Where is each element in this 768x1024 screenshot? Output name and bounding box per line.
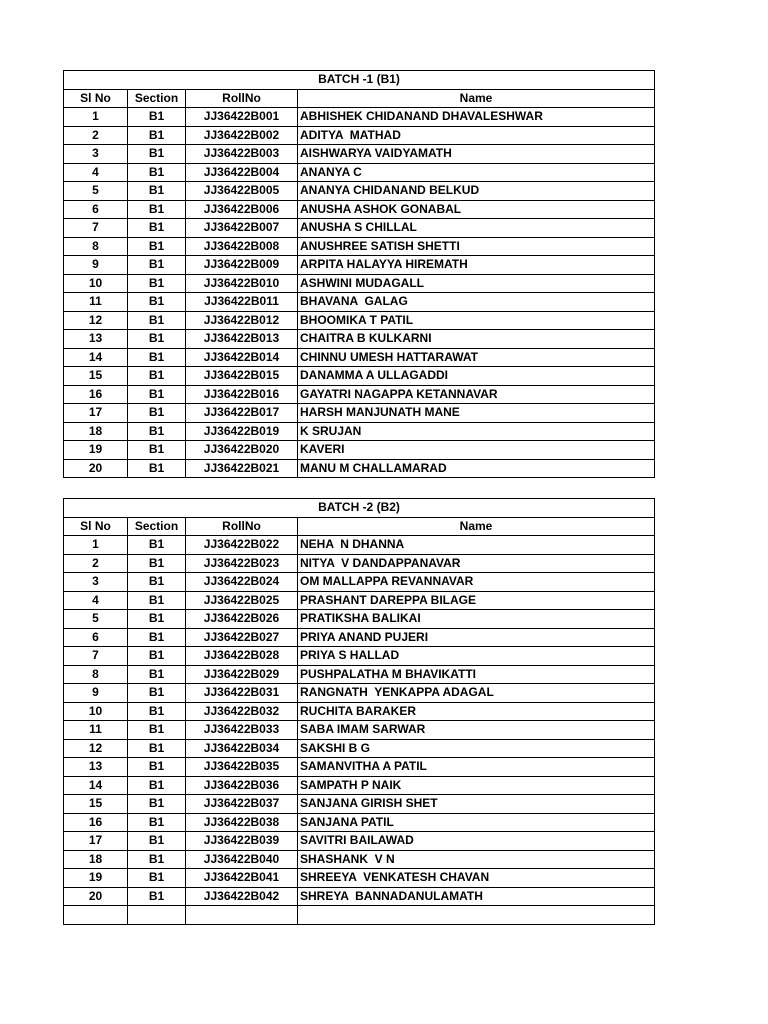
cell-section: B1 [128, 126, 186, 145]
cell-rollno: JJ36422B037 [186, 795, 298, 814]
cell-section: B1 [128, 758, 186, 777]
table-row [64, 367, 655, 386]
cell-section: B1 [128, 647, 186, 666]
cell-name: SAKSHI B G [298, 739, 655, 758]
cell-section [128, 906, 186, 925]
cell-section: B1 [128, 591, 186, 610]
cell-name: PRIYA S HALLAD [298, 647, 655, 666]
table-row [64, 739, 655, 758]
cell-name: ADITYA MATHAD [298, 126, 655, 145]
cell-rollno: JJ36422B039 [186, 832, 298, 851]
cell-name: AISHWARYA VAIDYAMATH [298, 145, 655, 164]
cell-rollno: JJ36422B038 [186, 813, 298, 832]
cell-rollno: JJ36422B025 [186, 591, 298, 610]
batch-2-table [63, 498, 655, 925]
cell-sl-no: 3 [64, 573, 128, 592]
cell-name: SAMANVITHA A PATIL [298, 758, 655, 777]
cell-sl-no: 19 [64, 869, 128, 888]
cell-name: GAYATRI NAGAPPA KETANNAVAR [298, 385, 655, 404]
cell-rollno: JJ36422B026 [186, 610, 298, 629]
cell-name: SANJANA PATIL [298, 813, 655, 832]
header-row [64, 517, 655, 536]
cell-rollno: JJ36422B032 [186, 702, 298, 721]
table-row [64, 536, 655, 555]
header-rollno: RollNo [186, 517, 298, 536]
cell-sl-no: 20 [64, 459, 128, 478]
batch-title: BATCH -1 (B1) [64, 71, 655, 90]
cell-sl-no: 1 [64, 108, 128, 127]
cell-sl-no: 13 [64, 330, 128, 349]
header-section: Section [128, 89, 186, 108]
cell-rollno: JJ36422B033 [186, 721, 298, 740]
cell-rollno: JJ36422B019 [186, 422, 298, 441]
cell-sl-no: 1 [64, 536, 128, 555]
cell-name: BHAVANA GALAG [298, 293, 655, 312]
cell-name: CHINNU UMESH HATTARAWAT [298, 348, 655, 367]
cell-section: B1 [128, 665, 186, 684]
cell-name: KAVERI [298, 441, 655, 460]
cell-sl-no: 6 [64, 628, 128, 647]
cell-sl-no: 17 [64, 832, 128, 851]
table-row [64, 256, 655, 275]
table-row [64, 182, 655, 201]
cell-sl-no: 18 [64, 422, 128, 441]
cell-name: ANUSHREE SATISH SHETTI [298, 237, 655, 256]
table-row [64, 348, 655, 367]
cell-sl-no: 8 [64, 237, 128, 256]
cell-sl-no: 12 [64, 739, 128, 758]
cell-section: B1 [128, 330, 186, 349]
cell-section: B1 [128, 441, 186, 460]
table-row [64, 293, 655, 312]
cell-section: B1 [128, 145, 186, 164]
cell-sl-no: 4 [64, 163, 128, 182]
cell-rollno: JJ36422B015 [186, 367, 298, 386]
cell-sl-no: 4 [64, 591, 128, 610]
cell-name: ANUSHA S CHILLAL [298, 219, 655, 238]
cell-rollno: JJ36422B029 [186, 665, 298, 684]
batch-1-table [63, 70, 655, 478]
cell-section: B1 [128, 200, 186, 219]
cell-rollno: JJ36422B040 [186, 850, 298, 869]
cell-section: B1 [128, 702, 186, 721]
table-row [64, 385, 655, 404]
cell-name: SHREEYA VENKATESH CHAVAN [298, 869, 655, 888]
cell-section: B1 [128, 832, 186, 851]
cell-rollno: JJ36422B021 [186, 459, 298, 478]
header-section: Section [128, 517, 186, 536]
cell-sl-no: 2 [64, 554, 128, 573]
table-row [64, 610, 655, 629]
cell-sl-no: 10 [64, 702, 128, 721]
table-row [64, 459, 655, 478]
batch-title-row [64, 499, 655, 518]
cell-section: B1 [128, 850, 186, 869]
cell-rollno: JJ36422B016 [186, 385, 298, 404]
cell-sl-no: 17 [64, 404, 128, 423]
cell-section: B1 [128, 813, 186, 832]
cell-sl-no: 16 [64, 385, 128, 404]
table-row [64, 163, 655, 182]
cell-section: B1 [128, 311, 186, 330]
table-row [64, 422, 655, 441]
table-row [64, 795, 655, 814]
cell-sl-no: 15 [64, 795, 128, 814]
cell-section: B1 [128, 385, 186, 404]
cell-name: K SRUJAN [298, 422, 655, 441]
cell-name: ANANYA C [298, 163, 655, 182]
cell-section: B1 [128, 573, 186, 592]
cell-name: PRASHANT DAREPPA BILAGE [298, 591, 655, 610]
cell-rollno: JJ36422B027 [186, 628, 298, 647]
cell-name: ASHWINI MUDAGALL [298, 274, 655, 293]
table-row [64, 126, 655, 145]
cell-section: B1 [128, 739, 186, 758]
cell-sl-no: 14 [64, 348, 128, 367]
cell-section: B1 [128, 887, 186, 906]
header-sl-no: Sl No [64, 89, 128, 108]
cell-name: ANUSHA ASHOK GONABAL [298, 200, 655, 219]
table-row [64, 887, 655, 906]
cell-rollno: JJ36422B008 [186, 237, 298, 256]
cell-sl-no: 18 [64, 850, 128, 869]
cell-sl-no: 9 [64, 684, 128, 703]
table-row [64, 850, 655, 869]
cell-name: CHAITRA B KULKARNI [298, 330, 655, 349]
cell-name: SAVITRI BAILAWAD [298, 832, 655, 851]
header-rollno: RollNo [186, 89, 298, 108]
cell-rollno: JJ36422B041 [186, 869, 298, 888]
table-row [64, 330, 655, 349]
cell-section: B1 [128, 869, 186, 888]
cell-rollno: JJ36422B006 [186, 200, 298, 219]
cell-sl-no: 5 [64, 610, 128, 629]
cell-name: OM MALLAPPA REVANNAVAR [298, 573, 655, 592]
cell-name: SABA IMAM SARWAR [298, 721, 655, 740]
table-row [64, 219, 655, 238]
cell-section: B1 [128, 219, 186, 238]
cell-sl-no: 10 [64, 274, 128, 293]
cell-section: B1 [128, 274, 186, 293]
cell-rollno: JJ36422B003 [186, 145, 298, 164]
cell-name [298, 906, 655, 925]
cell-sl-no: 7 [64, 647, 128, 666]
cell-sl-no: 3 [64, 145, 128, 164]
cell-rollno [186, 906, 298, 925]
table-row [64, 200, 655, 219]
cell-section: B1 [128, 795, 186, 814]
cell-section: B1 [128, 348, 186, 367]
cell-rollno: JJ36422B011 [186, 293, 298, 312]
table-row [64, 441, 655, 460]
table-row [64, 776, 655, 795]
cell-section: B1 [128, 684, 186, 703]
cell-sl-no: 20 [64, 887, 128, 906]
cell-rollno: JJ36422B034 [186, 739, 298, 758]
batch-title: BATCH -2 (B2) [64, 499, 655, 518]
cell-section: B1 [128, 459, 186, 478]
cell-rollno: JJ36422B024 [186, 573, 298, 592]
cell-sl-no: 15 [64, 367, 128, 386]
table-row [64, 684, 655, 703]
cell-rollno: JJ36422B017 [186, 404, 298, 423]
table-row [64, 702, 655, 721]
cell-rollno: JJ36422B022 [186, 536, 298, 555]
cell-rollno: JJ36422B013 [186, 330, 298, 349]
cell-rollno: JJ36422B012 [186, 311, 298, 330]
cell-section: B1 [128, 293, 186, 312]
cell-sl-no: 6 [64, 200, 128, 219]
cell-sl-no: 11 [64, 721, 128, 740]
cell-name: ABHISHEK CHIDANAND DHAVALESHWAR [298, 108, 655, 127]
cell-rollno: JJ36422B004 [186, 163, 298, 182]
header-sl-no: Sl No [64, 517, 128, 536]
table-row [64, 554, 655, 573]
cell-section: B1 [128, 628, 186, 647]
cell-name: SHASHANK V N [298, 850, 655, 869]
cell-section: B1 [128, 108, 186, 127]
cell-name: PRIYA ANAND PUJERI [298, 628, 655, 647]
cell-name: PRATIKSHA BALIKAI [298, 610, 655, 629]
cell-rollno: JJ36422B007 [186, 219, 298, 238]
table-row [64, 274, 655, 293]
cell-name: SAMPATH P NAIK [298, 776, 655, 795]
cell-rollno: JJ36422B020 [186, 441, 298, 460]
cell-sl-no: 5 [64, 182, 128, 201]
cell-sl-no: 13 [64, 758, 128, 777]
cell-name: DANAMMA A ULLAGADDI [298, 367, 655, 386]
cell-name: RANGNATH YENKAPPA ADAGAL [298, 684, 655, 703]
table-row [64, 404, 655, 423]
cell-sl-no: 11 [64, 293, 128, 312]
table-row [64, 832, 655, 851]
cell-sl-no: 19 [64, 441, 128, 460]
cell-name: ARPITA HALAYYA HIREMATH [298, 256, 655, 275]
table-row [64, 758, 655, 777]
cell-name: SHREYA BANNADANULAMATH [298, 887, 655, 906]
cell-rollno: JJ36422B042 [186, 887, 298, 906]
table-row [64, 108, 655, 127]
cell-section: B1 [128, 367, 186, 386]
cell-rollno: JJ36422B014 [186, 348, 298, 367]
cell-sl-no: 2 [64, 126, 128, 145]
cell-section: B1 [128, 776, 186, 795]
table-row [64, 591, 655, 610]
cell-rollno: JJ36422B001 [186, 108, 298, 127]
table-row [64, 869, 655, 888]
cell-section: B1 [128, 422, 186, 441]
cell-rollno: JJ36422B009 [186, 256, 298, 275]
cell-name: PUSHPALATHA M BHAVIKATTI [298, 665, 655, 684]
header-name: Name [298, 89, 655, 108]
cell-sl-no: 12 [64, 311, 128, 330]
table-row [64, 813, 655, 832]
cell-section: B1 [128, 237, 186, 256]
cell-name: MANU M CHALLAMARAD [298, 459, 655, 478]
cell-section: B1 [128, 404, 186, 423]
cell-sl-no: 16 [64, 813, 128, 832]
cell-sl-no [64, 906, 128, 925]
cell-name: NITYA V DANDAPPANAVAR [298, 554, 655, 573]
cell-rollno: JJ36422B036 [186, 776, 298, 795]
cell-sl-no: 9 [64, 256, 128, 275]
cell-section: B1 [128, 536, 186, 555]
table-row [64, 311, 655, 330]
cell-rollno: JJ36422B002 [186, 126, 298, 145]
table-row [64, 573, 655, 592]
cell-rollno: JJ36422B010 [186, 274, 298, 293]
cell-section: B1 [128, 721, 186, 740]
cell-rollno: JJ36422B035 [186, 758, 298, 777]
cell-sl-no: 8 [64, 665, 128, 684]
cell-section: B1 [128, 163, 186, 182]
cell-rollno: JJ36422B005 [186, 182, 298, 201]
cell-rollno: JJ36422B031 [186, 684, 298, 703]
cell-sl-no: 14 [64, 776, 128, 795]
cell-name: HARSH MANJUNATH MANE [298, 404, 655, 423]
cell-name: NEHA N DHANNA [298, 536, 655, 555]
cell-name: RUCHITA BARAKER [298, 702, 655, 721]
header-name: Name [298, 517, 655, 536]
table-row [64, 647, 655, 666]
table-row [64, 721, 655, 740]
cell-section: B1 [128, 610, 186, 629]
cell-name: ANANYA CHIDANAND BELKUD [298, 182, 655, 201]
table-row [64, 628, 655, 647]
table-row [64, 906, 655, 925]
cell-rollno: JJ36422B023 [186, 554, 298, 573]
table-row [64, 237, 655, 256]
cell-section: B1 [128, 554, 186, 573]
cell-name: SANJANA GIRISH SHET [298, 795, 655, 814]
cell-rollno: JJ36422B028 [186, 647, 298, 666]
batch-title-row [64, 71, 655, 90]
cell-sl-no: 7 [64, 219, 128, 238]
cell-section: B1 [128, 256, 186, 275]
table-row [64, 145, 655, 164]
cell-section: B1 [128, 182, 186, 201]
table-row [64, 665, 655, 684]
header-row [64, 89, 655, 108]
cell-name: BHOOMIKA T PATIL [298, 311, 655, 330]
